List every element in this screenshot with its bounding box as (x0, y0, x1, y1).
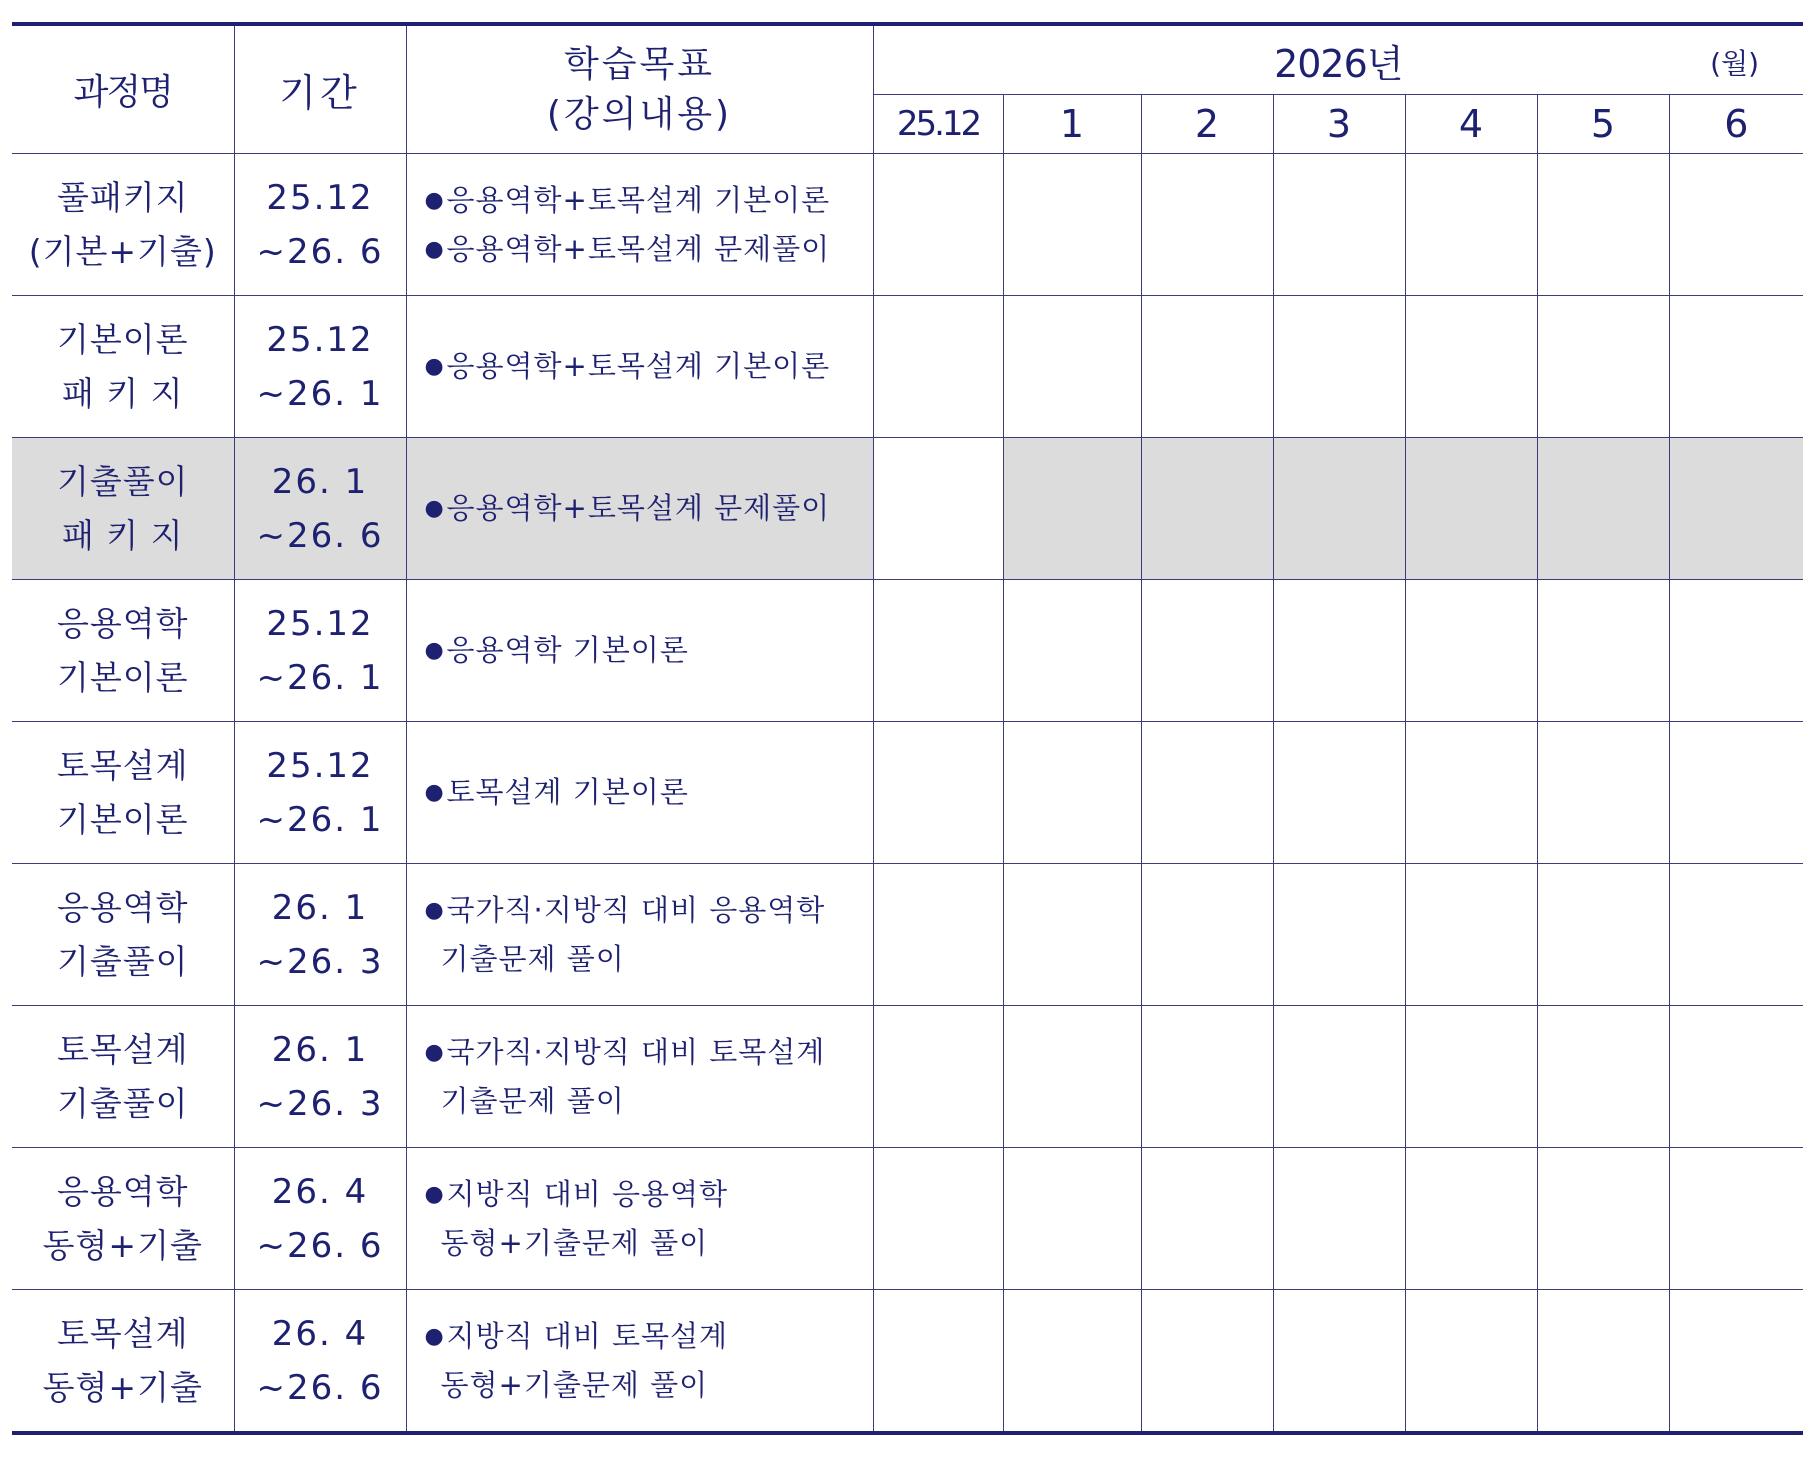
month-slot-5 (1405, 154, 1537, 296)
course-name-line: 패 키 지 (61, 515, 184, 555)
period-line: 26. 4 (271, 1313, 369, 1354)
course-name-cell (12, 580, 234, 722)
month-slot-3 (1141, 438, 1273, 580)
course-name-line: 토목설계 (56, 1313, 189, 1353)
month-slot-1 (873, 1290, 1003, 1434)
month-slot-1 (873, 438, 1003, 580)
month-slot-5 (1405, 1006, 1537, 1148)
goal-text: 기출문제 풀이 (440, 1084, 625, 1118)
table-row (12, 580, 1803, 722)
month-slot-1 (873, 580, 1003, 722)
month-header-6: 5 (1537, 95, 1669, 154)
course-name-line: 응용역학 (56, 1171, 189, 1211)
course-name-cell (12, 864, 234, 1006)
period-line: 25.12 (266, 177, 374, 218)
course-name-line: 응용역학 (56, 887, 189, 927)
month-slot-3 (1141, 580, 1273, 722)
goal-text: 응용역학 기본이론 (446, 633, 689, 667)
month-slot-1 (873, 722, 1003, 864)
learning-goal-cell (406, 1006, 873, 1148)
month-slot-7 (1669, 1006, 1803, 1148)
course-name-line: 토목설계 (56, 745, 189, 785)
month-slot-2 (1003, 296, 1141, 438)
month-header-7: 6 (1669, 95, 1803, 154)
month-slot-2 (1003, 722, 1141, 864)
period-line: 26. 1 (271, 1029, 369, 1070)
month-slot-7 (1669, 722, 1803, 864)
month-slot-3 (1141, 296, 1273, 438)
bullet-icon: ● (424, 1182, 445, 1207)
goal-item (425, 176, 873, 225)
period-line: ~26. 1 (256, 373, 384, 414)
goal-header-line-1: 학습목표 (563, 43, 716, 85)
goal-text: 국가직·지방직 대비 토목설계 (446, 1035, 826, 1069)
month-slot-7 (1669, 1148, 1803, 1290)
month-slot-4 (1273, 1006, 1405, 1148)
month-slot-4 (1273, 722, 1405, 864)
period-cell (234, 438, 406, 580)
month-slot-1 (873, 154, 1003, 296)
month-slot-6 (1537, 1006, 1669, 1148)
period-line: 25.12 (266, 745, 374, 786)
learning-goal-cell (406, 722, 873, 864)
bullet-icon: ● (424, 236, 445, 262)
month-slot-2 (1003, 580, 1141, 722)
learning-goal-cell (406, 154, 873, 296)
period-cell (234, 154, 406, 296)
goal-text: 응용역학+토목설계 기본이론 (446, 349, 831, 383)
month-slot-1 (873, 1006, 1003, 1148)
month-slot-5 (1405, 1290, 1537, 1434)
goal-item (425, 768, 873, 817)
year-header (873, 24, 1803, 95)
month-slot-4 (1273, 864, 1405, 1006)
period-line: 25.12 (266, 603, 374, 644)
month-slot-2 (1003, 154, 1141, 296)
course-name-line: 풀패키지 (56, 177, 189, 217)
course-name-line: 토목설계 (56, 1029, 189, 1069)
table-row (12, 1006, 1803, 1148)
bullet-icon: ● (424, 638, 445, 663)
course-name-line: 기본이론 (56, 657, 189, 697)
period-header: 기간 (234, 24, 406, 154)
month-slot-5 (1405, 1148, 1537, 1290)
table-row (12, 1148, 1803, 1290)
month-slot-4 (1273, 1148, 1405, 1290)
goal-text: 지방직 대비 응용역학 (446, 1177, 729, 1211)
month-slot-6 (1537, 438, 1669, 580)
table-row (12, 438, 1803, 580)
period-line: 26. 1 (271, 887, 369, 928)
month-slot-2 (1003, 438, 1141, 580)
month-slot-2 (1003, 1290, 1141, 1434)
course-name-cell (12, 296, 234, 438)
course-name-line: 기출풀이 (56, 941, 189, 981)
learning-goal-header (406, 24, 873, 154)
table-header-row (12, 24, 1803, 95)
year-label: 2026년 (1274, 41, 1403, 86)
month-slot-3 (1141, 1290, 1273, 1434)
goal-item (425, 1312, 873, 1361)
period-line: ~26. 1 (256, 799, 384, 840)
goal-item (425, 935, 873, 983)
month-slot-4 (1273, 154, 1405, 296)
goal-text: 응용역학+토목설계 문제풀이 (446, 231, 831, 266)
goal-item (425, 484, 873, 533)
goal-item (425, 1170, 873, 1219)
month-slot-5 (1405, 722, 1537, 864)
course-name-line: 동형+기출 (42, 1225, 203, 1265)
goal-text: 기출문제 풀이 (440, 942, 625, 976)
goal-text: 국가직·지방직 대비 응용역학 (446, 893, 826, 927)
course-name-cell (12, 438, 234, 580)
course-name-line: 동형+기출 (42, 1367, 203, 1407)
period-line: 26. 4 (271, 1171, 369, 1212)
table-row (12, 154, 1803, 296)
month-slot-5 (1405, 864, 1537, 1006)
month-header-2: 1 (1003, 95, 1141, 154)
month-slot-4 (1273, 1290, 1405, 1434)
bullet-icon: ● (424, 1040, 445, 1065)
bullet-icon: ● (424, 187, 445, 213)
course-name-line: 패 키 지 (61, 373, 184, 413)
period-line: ~26. 1 (256, 657, 384, 698)
month-slot-1 (873, 296, 1003, 438)
period-line: ~26. 6 (256, 1367, 384, 1408)
goal-item (425, 886, 873, 935)
month-slot-7 (1669, 154, 1803, 296)
learning-goal-cell (406, 1290, 873, 1434)
month-slot-1 (873, 1148, 1003, 1290)
month-slot-3 (1141, 864, 1273, 1006)
period-cell (234, 1148, 406, 1290)
goal-item (425, 342, 873, 391)
course-name-line: 기본이론 (56, 799, 189, 839)
table-row (12, 864, 1803, 1006)
period-line: ~26. 3 (256, 941, 384, 982)
bullet-icon: ● (424, 1324, 445, 1349)
goal-text: 동형+기출문제 풀이 (440, 1368, 709, 1402)
month-slot-3 (1141, 722, 1273, 864)
month-header-4: 3 (1273, 95, 1405, 154)
goal-text: 응용역학+토목설계 기본이론 (446, 182, 831, 217)
month-slot-6 (1537, 1148, 1669, 1290)
month-slot-7 (1669, 864, 1803, 1006)
goal-item (425, 225, 873, 274)
course-name-cell (12, 154, 234, 296)
goal-header-line-2: (강의내용) (546, 93, 733, 135)
course-schedule-table (12, 22, 1803, 1435)
month-slot-4 (1273, 296, 1405, 438)
month-slot-5 (1405, 438, 1537, 580)
month-slot-6 (1537, 722, 1669, 864)
period-cell (234, 864, 406, 1006)
period-cell (234, 722, 406, 864)
month-slot-6 (1537, 1290, 1669, 1434)
month-slot-7 (1669, 580, 1803, 722)
course-name-header: 과정명 (12, 24, 234, 154)
learning-goal-cell (406, 864, 873, 1006)
month-slot-4 (1273, 580, 1405, 722)
course-name-cell (12, 1148, 234, 1290)
course-name-cell (12, 1006, 234, 1148)
period-line: ~26. 6 (256, 231, 384, 272)
month-slot-6 (1537, 154, 1669, 296)
month-slot-1 (873, 864, 1003, 1006)
month-slot-7 (1669, 296, 1803, 438)
course-name-line: 기출풀이 (56, 461, 189, 501)
course-name-line: (기본+기출) (28, 231, 217, 271)
month-slot-7 (1669, 1290, 1803, 1434)
month-slot-3 (1141, 1148, 1273, 1290)
course-name-cell (12, 1290, 234, 1434)
goal-text: 응용역학+토목설계 문제풀이 (446, 491, 831, 525)
bullet-icon: ● (424, 354, 445, 379)
goal-text: 동형+기출문제 풀이 (440, 1226, 709, 1260)
course-name-line: 기본이론 (56, 319, 189, 359)
goal-item (425, 1361, 873, 1409)
goal-text: 지방직 대비 토목설계 (446, 1319, 729, 1353)
learning-goal-cell (406, 296, 873, 438)
period-cell (234, 1290, 406, 1434)
month-slot-4 (1273, 438, 1405, 580)
goal-item (425, 1219, 873, 1267)
month-slot-2 (1003, 864, 1141, 1006)
bullet-icon: ● (424, 898, 445, 923)
period-line: 25.12 (266, 319, 374, 360)
course-name-cell (12, 722, 234, 864)
goal-item (425, 1077, 873, 1125)
goal-text: 토목설계 기본이론 (446, 775, 689, 809)
month-slot-3 (1141, 154, 1273, 296)
month-unit-label: (월) (1710, 47, 1760, 80)
month-slot-2 (1003, 1006, 1141, 1148)
period-line: ~26. 3 (256, 1083, 384, 1124)
course-name-line: 기출풀이 (56, 1083, 189, 1123)
bullet-icon: ● (424, 496, 445, 521)
period-line: ~26. 6 (256, 1225, 384, 1266)
learning-goal-cell (406, 1148, 873, 1290)
month-header-1: 25.12 (873, 95, 1003, 154)
goal-item (425, 1028, 873, 1077)
month-slot-6 (1537, 864, 1669, 1006)
period-line: 26. 1 (271, 461, 369, 502)
month-slot-6 (1537, 296, 1669, 438)
month-header-5: 4 (1405, 95, 1537, 154)
month-slot-2 (1003, 1148, 1141, 1290)
learning-goal-cell (406, 438, 873, 580)
learning-goal-cell (406, 580, 873, 722)
period-line: ~26. 6 (256, 515, 384, 556)
course-name-line: 응용역학 (56, 603, 189, 643)
bullet-icon: ● (424, 780, 445, 805)
table-row (12, 296, 1803, 438)
table-row (12, 722, 1803, 864)
goal-item (425, 626, 873, 675)
period-cell (234, 296, 406, 438)
table-row (12, 1290, 1803, 1434)
period-cell (234, 580, 406, 722)
period-cell (234, 1006, 406, 1148)
month-slot-7 (1669, 438, 1803, 580)
month-slot-5 (1405, 580, 1537, 722)
month-slot-3 (1141, 1006, 1273, 1148)
month-header-3: 2 (1141, 95, 1273, 154)
month-slot-5 (1405, 296, 1537, 438)
month-slot-6 (1537, 580, 1669, 722)
